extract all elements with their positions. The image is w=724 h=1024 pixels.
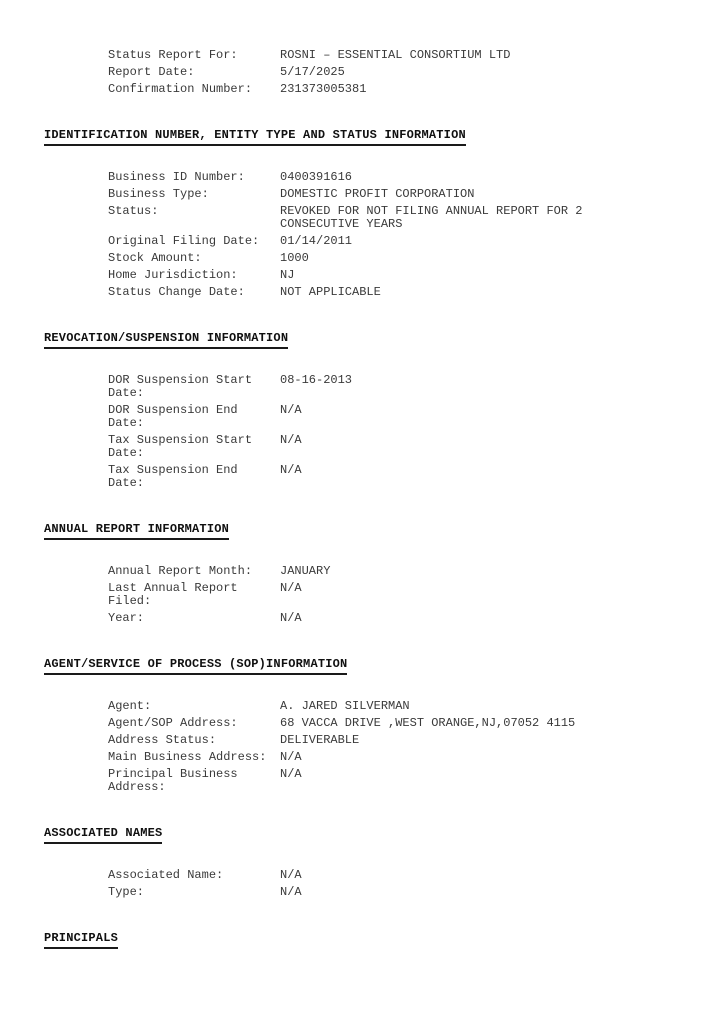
section-title — [44, 523, 680, 540]
field-row — [108, 188, 680, 201]
field-value: N/A — [280, 750, 302, 764]
field-value: REVOKED FOR NOT FILING ANNUAL REPORT FOR 2 CONSECUTIVE YEARS — [280, 204, 590, 231]
section-rows — [108, 171, 680, 299]
field-value: A. JARED SILVERMAN — [280, 699, 410, 713]
field-value: ROSNI – ESSENTIAL CONSORTIUM LTD — [280, 48, 511, 62]
field-label: Address Status: — [108, 733, 217, 747]
report-section — [44, 658, 680, 794]
field-row — [108, 869, 680, 882]
field-label: Year: — [108, 611, 145, 625]
section-rows — [108, 565, 680, 625]
field-row — [108, 886, 680, 899]
report-sections — [44, 129, 680, 949]
field-label: Status Report For: — [108, 48, 238, 62]
field-row — [108, 83, 680, 96]
field-value: N/A — [280, 611, 302, 625]
report-section — [44, 129, 680, 299]
field-label: Report Date: — [108, 65, 195, 79]
field-value: NOT APPLICABLE — [280, 285, 381, 299]
field-row — [108, 286, 680, 299]
field-value: JANUARY — [280, 564, 331, 578]
section-title-text: REVOCATION/SUSPENSION INFORMATION — [44, 332, 288, 349]
field-row — [108, 751, 680, 764]
field-row — [108, 434, 680, 460]
field-row — [108, 404, 680, 430]
field-row — [108, 252, 680, 265]
field-row — [108, 235, 680, 248]
field-value: N/A — [280, 463, 302, 477]
field-row — [108, 269, 680, 282]
section-title — [44, 932, 680, 949]
field-label: Confirmation Number: — [108, 82, 253, 96]
section-title-text: AGENT/SERVICE OF PROCESS (SOP)INFORMATION — [44, 658, 347, 675]
field-row — [108, 374, 680, 400]
report-summary — [108, 49, 680, 96]
field-label: Status: — [108, 204, 159, 218]
field-row — [108, 171, 680, 184]
field-value: DOMESTIC PROFIT CORPORATION — [280, 187, 475, 201]
field-label: Tax Suspension End Date: — [108, 463, 245, 490]
field-label: Main Business Address: — [108, 750, 267, 764]
field-row — [108, 612, 680, 625]
field-row — [108, 717, 680, 730]
field-value: 0400391616 — [280, 170, 353, 184]
field-row — [108, 768, 680, 794]
field-label: Home Jurisdiction: — [108, 268, 238, 282]
field-row — [108, 205, 680, 231]
field-row — [108, 700, 680, 713]
section-title-text: PRINCIPALS — [44, 932, 118, 949]
report-section — [44, 523, 680, 625]
section-title-text: ANNUAL REPORT INFORMATION — [44, 523, 229, 540]
field-label: Principal Business Address: — [108, 767, 245, 794]
field-label: DOR Suspension Start Date: — [108, 373, 260, 400]
field-value: N/A — [280, 433, 302, 447]
field-value: 01/14/2011 — [280, 234, 353, 248]
field-value: N/A — [280, 767, 302, 781]
field-value: NJ — [280, 268, 295, 282]
field-label: Stock Amount: — [108, 251, 202, 265]
field-label: Type: — [108, 885, 145, 899]
section-title — [44, 827, 680, 844]
field-value: 231373005381 — [280, 82, 367, 96]
field-label: Original Filing Date: — [108, 234, 260, 248]
field-row — [108, 49, 680, 62]
section-title — [44, 658, 680, 675]
field-row — [108, 464, 680, 490]
field-row — [108, 66, 680, 79]
section-title-text: ASSOCIATED NAMES — [44, 827, 162, 844]
section-rows — [108, 700, 680, 794]
field-label: Associated Name: — [108, 868, 224, 882]
field-label: Annual Report Month: — [108, 564, 253, 578]
report-section — [44, 932, 680, 949]
field-value: 1000 — [280, 251, 309, 265]
field-label: Agent: — [108, 699, 152, 713]
field-value: N/A — [280, 581, 302, 595]
field-label: Tax Suspension Start Date: — [108, 433, 260, 460]
field-value: 08-16-2013 — [280, 373, 353, 387]
field-label: Business ID Number: — [108, 170, 245, 184]
field-label: DOR Suspension End Date: — [108, 403, 245, 430]
field-value: N/A — [280, 885, 302, 899]
field-row — [108, 565, 680, 578]
field-label: Business Type: — [108, 187, 209, 201]
section-rows — [108, 374, 680, 490]
report-section — [44, 827, 680, 899]
report-section — [44, 332, 680, 490]
section-rows — [108, 869, 680, 899]
field-row — [108, 734, 680, 747]
field-value: 5/17/2025 — [280, 65, 345, 79]
section-title — [44, 129, 680, 146]
section-title — [44, 332, 680, 349]
field-value: DELIVERABLE — [280, 733, 360, 747]
section-title-text: IDENTIFICATION NUMBER, ENTITY TYPE AND STATUS INFORMATION — [44, 129, 466, 146]
field-value: 68 VACCA DRIVE ,WEST ORANGE,NJ,07052 4115 — [280, 716, 576, 730]
field-label: Status Change Date: — [108, 285, 245, 299]
field-row — [108, 582, 680, 608]
field-label: Agent/SOP Address: — [108, 716, 238, 730]
field-label: Last Annual Report Filed: — [108, 581, 245, 608]
field-value: N/A — [280, 403, 302, 417]
field-value: N/A — [280, 868, 302, 882]
